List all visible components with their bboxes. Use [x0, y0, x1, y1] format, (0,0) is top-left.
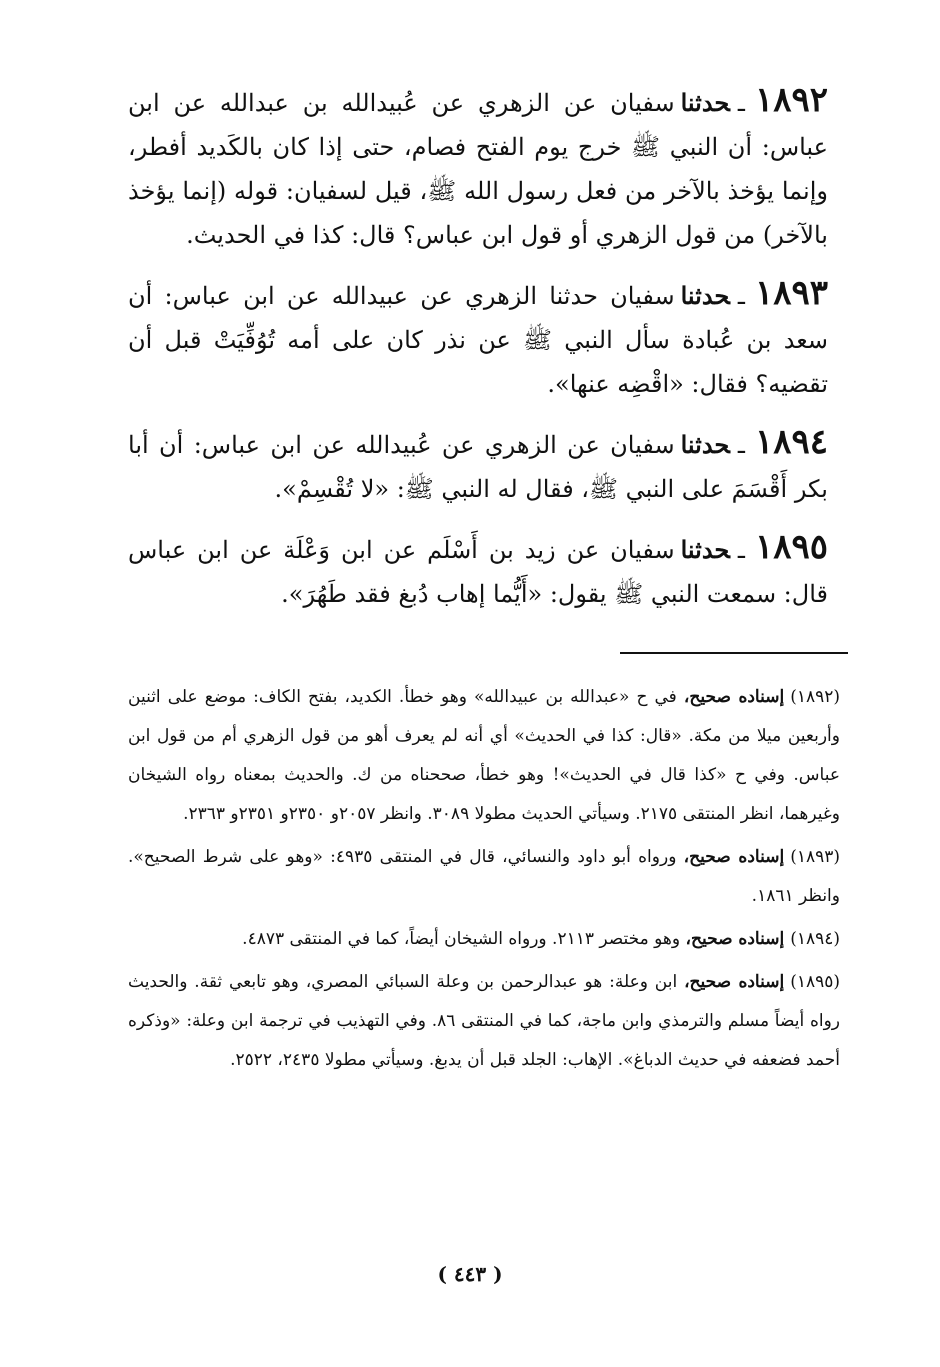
- footnote-text: وهو مختصر ٢١١٣. ورواه الشيخان أيضاً، كما في المنتقى ٤٨٧٣.: [242, 929, 681, 949]
- hadith-number: ١٨٩٤: [754, 422, 828, 462]
- footnote-number: (١٨٩٤): [790, 929, 840, 949]
- hadith-text: سفيان حدثنا الزهري عن عبيدالله عن ابن عباس: أن سعد بن عُبادة سأل النبي ﷺ عن نذر كان على أمه تُوُفِّيَتْ قبل أن تقضيه؟ فقال: «اقْضِه عنها».: [128, 282, 828, 398]
- hadith-lead: حدثنا: [680, 430, 730, 459]
- hadith-dash: ـ: [737, 282, 745, 310]
- hadith-dash: ـ: [737, 536, 745, 564]
- footnote-label: إسناده صحيح،: [685, 929, 785, 949]
- footnote-1893: [128, 838, 840, 916]
- hadith-number: ١٨٩٥: [754, 527, 828, 567]
- hadith-number: ١٨٩٣: [754, 273, 828, 313]
- page-number: ( ٤٤٣ ): [437, 1262, 503, 1286]
- footnotes: [128, 678, 840, 1084]
- hadith-number: ١٨٩٢: [754, 80, 828, 120]
- hadith-1892: [128, 78, 828, 257]
- hadith-text: سفيان عن الزهري عن عُبيدالله عن ابن عباس: أن أبا بكر أَقْسَمَ على النبي ﷺ، فقال له النبي ﷺ: «لا تُقْسِمْ».: [128, 431, 828, 503]
- footnote-text: في ح «عبدالله بن عبيدالله» وهو خطأ. الكديد، بفتح الكاف: موضع على اثنين وأربعين ميلا من مكة. «قال: كذا في الحديث» أي أنه لم يعرف أهو من قول الزهري أم من قول ابن عباس. وفي ح «كذا قال في الحديث»! وهو خطأ، صححناه من ك. والحديث بمعناه رواه الشيخان وغيرهما، انظر المنتقى ٢١٧٥. وسيأتي الحديث مطولا ٣٠٨٩. وانظر ٢٠٥٧و ٢٣٥٠و ٢٣٥١و ٢٣٦٣.: [128, 687, 840, 824]
- footnote-text: ورواه أبو داود والنسائي، قال في المنتقى ٤٩٣٥: «وهو على شرط الصحيح». وانظر ١٨٦١.: [128, 847, 840, 906]
- hadith-text: سفيان عن زيد بن أَسْلَم عن ابن وَعْلَة عن ابن عباس قال: سمعت النبي ﷺ يقول: «أَيُّما إهاب دُبغ فقد طَهُرَ».: [128, 536, 828, 608]
- footnote-1894: [128, 920, 840, 959]
- footnote-label: إسناده صحيح،: [683, 687, 785, 707]
- hadith-dash: ـ: [737, 431, 745, 459]
- footnote-number: (١٨٩٥): [790, 972, 841, 992]
- hadith-1895: [128, 525, 828, 616]
- footnote-number: (١٨٩٢): [790, 687, 841, 707]
- footnote-number: (١٨٩٣): [790, 847, 840, 867]
- main-text: [128, 78, 828, 630]
- footnote-divider: [620, 652, 848, 654]
- footnote-label: إسناده صحيح،: [684, 972, 785, 992]
- footnote-1892: [128, 678, 840, 834]
- hadith-text: سفيان عن الزهري عن عُبيدالله بن عبدالله عن ابن عباس: أن النبي ﷺ خرج يوم الفتح فصام، حتى إذا كان بالكَديد أفطر، وإنما يؤخذ بالآخر من فعل رسول الله ﷺ، قيل لسفيان: قوله (إنما يؤخذ بالآخر) من قول الزهري أو قول ابن عباس؟ قال: كذا في الحديث.: [128, 89, 828, 249]
- hadith-1894: [128, 420, 828, 511]
- hadith-lead: حدثنا: [680, 281, 730, 310]
- hadith-lead: حدثنا: [680, 535, 730, 564]
- footnote-label: إسناده صحيح،: [683, 847, 785, 867]
- footnote-1895: [128, 963, 840, 1080]
- hadith-lead: حدثنا: [680, 88, 730, 117]
- hadith-1893: [128, 271, 828, 406]
- hadith-dash: ـ: [737, 89, 745, 117]
- footnote-text: ابن وعلة: هو عبدالرحمن بن وعلة السبائي المصري، وهو تابعي ثقة. والحديث رواه أيضاً مسلم والترمذي وابن ماجة، كما في المنتقى ٨٦. وفي التهذيب في ترجمة ابن وعلة: «وذكره أحمد فضعفه في حديث الدباغ». الإهاب: الجلد قبل أن يدبغ. وسيأتي مطولا ٢٤٣٥، ٢٥٢٢.: [128, 972, 840, 1070]
